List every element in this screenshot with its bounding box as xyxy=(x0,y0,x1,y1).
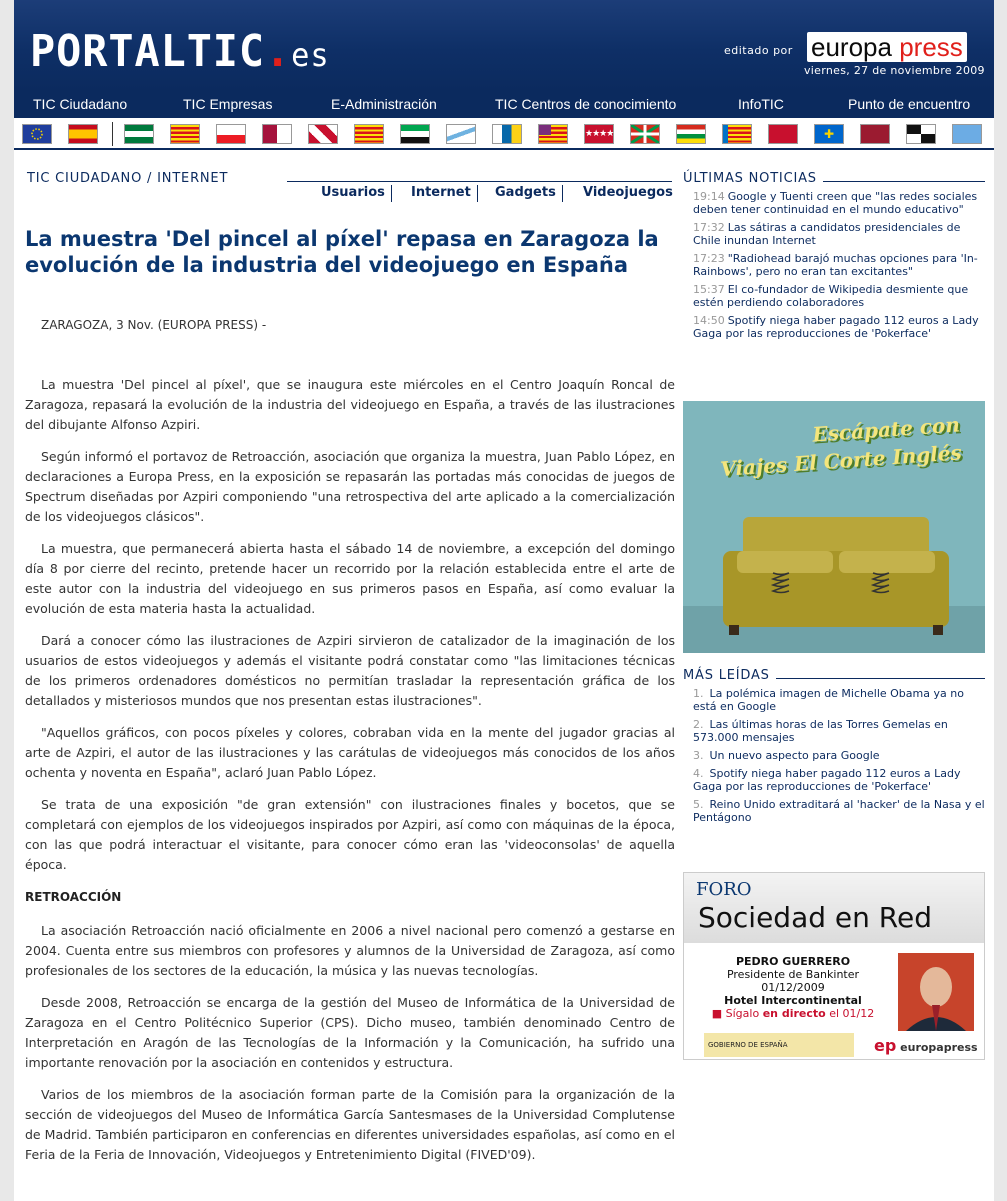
news-time: 17:23 xyxy=(693,252,725,265)
news-time: 17:32 xyxy=(693,221,725,234)
article-body xyxy=(25,375,675,1177)
most-read-link[interactable]: Reino Unido extraditará al 'hacker' de la Nasa y el Pentágono xyxy=(693,798,985,824)
ep-mark-icon: ep xyxy=(874,1035,897,1055)
follow-a: Sígalo xyxy=(725,1007,760,1020)
heading-rule xyxy=(776,678,985,679)
ep-sponsor-logo xyxy=(874,1036,978,1055)
nav-infotic[interactable]: InfoTIC xyxy=(738,96,784,112)
murcia-flag-icon[interactable] xyxy=(860,124,890,144)
most-read-title: MÁS LEÍDAS xyxy=(683,668,770,683)
most-read-heading xyxy=(683,668,985,683)
latest-news xyxy=(683,171,985,345)
news-time: 19:14 xyxy=(693,190,725,203)
article-headline: La muestra 'Del pincel al píxel' repasa en Zaragoza la evolución de la industria del videojuego en España xyxy=(25,227,659,277)
masthead xyxy=(14,0,994,92)
article-paragraph: Desde 2008, Retroacción se encarga de la gestión del Museo de Informática de la Universidad de Zaragoza en el Centro Politécnico Superior (CPS). Dicho museo, también denominado Centro de Interpretación en Aragón de las Tecnologías de la Información y la Comunicación, ha sufrido una importante renovación por la asociación en contenidos y estructura. xyxy=(25,995,675,1070)
header-date: viernes, 27 de noviembre 2009 xyxy=(804,64,985,77)
foro-date: 01/12/2009 xyxy=(761,981,825,994)
ad-line-2: Viajes El Corte Inglés xyxy=(719,440,963,482)
nav-tic-centros[interactable]: TIC Centros de conocimiento xyxy=(495,96,677,112)
madrid-flag-icon[interactable]: ★★★★ xyxy=(584,124,614,144)
logo-main: PORTALTIC xyxy=(30,26,266,77)
edited-by-label: editado por xyxy=(724,44,793,57)
most-read-item[interactable] xyxy=(693,718,985,744)
europapress-logo[interactable] xyxy=(807,32,967,62)
latest-news-list xyxy=(683,190,985,340)
castilla-la-mancha-flag-icon[interactable] xyxy=(262,124,292,144)
ep-sponsor-label: europapress xyxy=(900,1040,978,1054)
nav-punto-encuentro[interactable]: Punto de encuentro xyxy=(848,96,971,112)
most-read xyxy=(683,668,985,829)
article-paragraph: Se trata de una exposición "de gran extensión" con ilustraciones finales y bocetos, que se completará con ejemplos de los videojuegos inspirados por Azpiri, así como con máquinas de la época, con las que podrá interactuar el visitante, para conocer cómo eran las 'videoconsolas' de aquella época. xyxy=(25,797,675,872)
article-paragraph: La muestra 'Del pincel al píxel', que se inaugura este miércoles en el Centro Joaquín Roncal de Zaragoza, repasará la evolución de la industria del videojuego en España, a través de las ilustraciones del dibujante Alfonso Azpiri. xyxy=(25,377,675,432)
valencia-flag-icon[interactable] xyxy=(722,124,752,144)
andalucia-flag-icon[interactable] xyxy=(124,124,154,144)
ad-headline xyxy=(709,410,962,483)
news-link[interactable]: Spotify niega haber pagado 112 euros a Lady Gaga por las reproducciones de 'Pokerface' xyxy=(693,314,979,340)
section-title[interactable]: TIC CIUDADANO / INTERNET xyxy=(27,171,229,186)
news-item[interactable] xyxy=(693,252,985,278)
most-read-link[interactable]: Spotify niega haber pagado 112 euros a Lady Gaga por las reproducciones de 'Pokerface' xyxy=(693,767,961,793)
news-item[interactable] xyxy=(693,190,985,216)
flag-divider xyxy=(112,122,113,146)
foro-venue: Hotel Intercontinental xyxy=(724,994,862,1007)
news-time: 15:37 xyxy=(693,283,725,296)
subnav-usuarios[interactable]: Usuarios xyxy=(321,185,392,202)
ad-line-1: Escápate con xyxy=(811,412,961,447)
most-read-item[interactable] xyxy=(693,687,985,713)
asturias-flag-icon[interactable]: ✚ xyxy=(814,124,844,144)
logo-tld: es xyxy=(291,36,330,74)
extremadura-flag-icon[interactable] xyxy=(400,124,430,144)
rank-number: 4. xyxy=(693,767,704,780)
galicia-flag-icon[interactable] xyxy=(446,124,476,144)
castilla-leon-flag-icon[interactable] xyxy=(308,124,338,144)
publisher-a: europa xyxy=(811,32,892,62)
most-read-link[interactable]: Un nuevo aspecto para Google xyxy=(709,749,880,762)
guest-photo xyxy=(898,953,974,1031)
travel-ad-banner[interactable] xyxy=(683,401,985,653)
camera-icon: ■ xyxy=(711,1007,726,1020)
follow-b: en directo xyxy=(762,1007,826,1020)
nav-tic-empresas[interactable]: TIC Empresas xyxy=(183,96,273,112)
rank-number: 3. xyxy=(693,749,704,762)
heading-rule xyxy=(823,181,985,182)
most-read-link[interactable]: Las últimas horas de las Torres Gemelas en 573.000 mensajes xyxy=(693,718,948,744)
foro-banner[interactable] xyxy=(683,872,985,1060)
spain-flag-icon[interactable] xyxy=(68,124,98,144)
rank-number: 1. xyxy=(693,687,704,700)
news-link[interactable]: Las sátiras a candidatos presidenciales de Chile inundan Internet xyxy=(693,221,961,247)
rank-number: 5. xyxy=(693,798,704,811)
article-subheading: RETROACCIÓN xyxy=(25,890,122,904)
article-paragraph: "Aquellos gráficos, con pocos píxeles y colores, cobraban vida en la mente del jugador gracias al arte de Azpiri, el autor de las ilustraciones y las carátulas de videojuegos más conocidos de los años ochenta y noventa en España", aclaró Juan Pablo López. xyxy=(25,725,675,780)
foro-follow[interactable] xyxy=(688,1007,898,1020)
cataluna-flag-icon[interactable] xyxy=(354,124,384,144)
article-paragraph: La asociación Retroacción nació oficialmente en 2006 a nivel nacional pero comenzó a gestarse en 2004. Cuenta entre sus miembros con profesores y alumnos de la Universidad de Zaragoza, así como profesionales de los sectores de la educación, la música y las nuevas tecnologías. xyxy=(25,923,675,978)
page xyxy=(14,0,994,1201)
pais-vasco-flag-icon[interactable] xyxy=(630,124,660,144)
news-link[interactable]: El co-fundador de Wikipedia desmiente que estén perdiendo colaboradores xyxy=(693,283,969,309)
navarra-flag-icon[interactable] xyxy=(768,124,798,144)
canarias-flag-icon[interactable] xyxy=(492,124,522,144)
nav-tic-ciudadano[interactable]: TIC Ciudadano xyxy=(33,96,128,112)
most-read-item[interactable] xyxy=(693,749,985,762)
subnav-gadgets[interactable]: Gadgets xyxy=(495,185,563,202)
article-paragraph: Dará a conocer cómo las ilustraciones de Azpiri sirvieron de catalizador de la imaginación de los usuarios de estos videojuegos y además el visitante podrá constatar como "las limitaciones técnicas de los primeros ordenadores domésticos no permitían trasladar la representación gráfica de los detallados y misteriosos mundos que nos presentan estas ilustraciones". xyxy=(25,633,675,708)
rank-number: 2. xyxy=(693,718,704,731)
foro-info xyxy=(688,955,898,1020)
cantabria-flag-icon[interactable] xyxy=(216,124,246,144)
foro-title: Sociedad en Red xyxy=(698,901,932,934)
article-paragraph: La muestra, que permanecerá abierta hasta el sábado 14 de noviembre, a excepción del domingo día 8 por cierre del recinto, pretende hacer un recorrido por la relación establecida entre el arte de este autor con la industria del videojuego en sus primeros pasos en España, así como evaluar la evolución de esta materia hasta la actualidad. xyxy=(25,541,675,616)
melilla-flag-icon[interactable] xyxy=(952,124,982,144)
most-read-item[interactable] xyxy=(693,798,985,824)
news-link[interactable]: Google y Tuenti creen que "las redes sociales deben tener continuidad en el mundo educativo" xyxy=(693,190,978,216)
ceuta-flag-icon[interactable] xyxy=(906,124,936,144)
logo-dot: . xyxy=(265,26,292,77)
gobierno-logo: GOBIERNO DE ESPAÑA xyxy=(704,1033,854,1057)
top-nav xyxy=(14,92,994,118)
la-rioja-flag-icon[interactable] xyxy=(676,124,706,144)
foro-guest: PEDRO GUERRERO xyxy=(735,955,851,968)
foro-label: FORO xyxy=(696,879,752,900)
publisher-b: press xyxy=(899,32,963,62)
latest-news-heading xyxy=(683,171,985,186)
news-link[interactable]: "Radiohead barajó muchas opciones para 'In-Rainbows', pero no eran tan excitantes" xyxy=(693,252,978,278)
subnav-rule xyxy=(287,181,672,182)
latest-news-title: ÚLTIMAS NOTICIAS xyxy=(683,171,817,186)
article-paragraph: Según informó el portavoz de Retroacción, asociación que organiza la muestra, Juan Pablo López, en declaraciones a Europa Press, en la exposición se repasarán las portadas más conocidas de juegos de Spectrum diseñadas por Azpiri componiendo "una retrospectiva del arte aplicado a la comercialización de los videojuegos clásicos". xyxy=(25,449,675,524)
news-item[interactable] xyxy=(693,314,985,340)
news-time: 14:50 xyxy=(693,314,725,327)
most-read-item[interactable] xyxy=(693,767,985,793)
most-read-list xyxy=(683,687,985,824)
subnav-internet[interactable]: Internet xyxy=(411,185,478,202)
region-flags-bar xyxy=(14,118,994,150)
news-item[interactable] xyxy=(693,283,985,309)
sponsor-logos xyxy=(704,1033,979,1057)
follow-c: el 01/12 xyxy=(829,1007,875,1020)
foro-role: Presidente de Bankinter xyxy=(726,968,860,981)
baleares-flag-icon[interactable] xyxy=(538,124,568,144)
sofa-illustration xyxy=(723,511,953,641)
article-paragraph: Varios de los miembros de la asociación forman parte de la Comisión para la organización de la sección de videojuegos del Museo de Informática García Santesmases de la Universidad Complutense de Madrid. También participaron en conferencias en diferentes universidades españolas, así como en el Feria de la Feria de Innovación, Videojuegos y Entretenimiento Digital (FIVED'09). xyxy=(25,1087,675,1162)
most-read-link[interactable]: La polémica imagen de Michelle Obama ya no está en Google xyxy=(693,687,964,713)
nav-e-administracion[interactable]: E-Administración xyxy=(331,96,437,112)
news-item[interactable] xyxy=(693,221,985,247)
subnav-videojuegos[interactable]: Videojuegos xyxy=(583,185,673,200)
eu-flag-icon[interactable] xyxy=(22,124,52,144)
article-dateline: ZARAGOZA, 3 Nov. (EUROPA PRESS) - xyxy=(41,318,267,332)
portaltic-logo[interactable] xyxy=(30,26,330,77)
aragon-flag-icon[interactable] xyxy=(170,124,200,144)
